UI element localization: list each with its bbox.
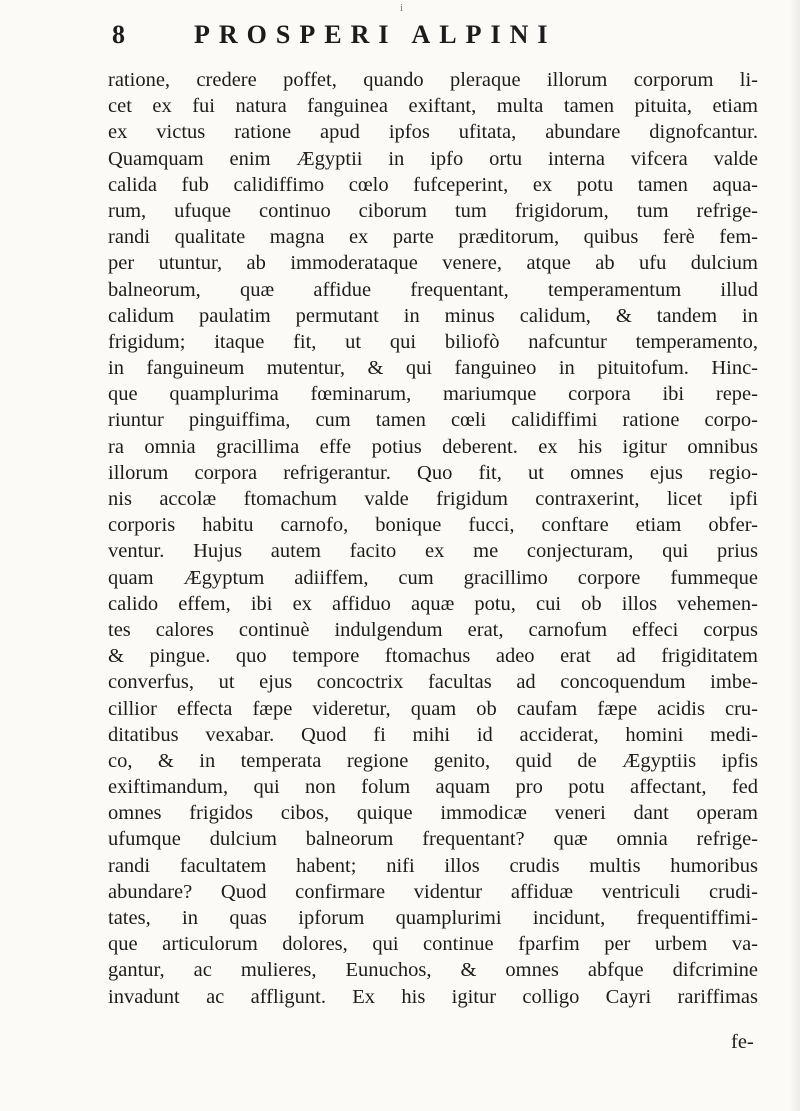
text-line: que quamplurima fœminarum, mariumque corpora ibi repe- (108, 383, 758, 406)
page-edge-shadow (790, 0, 800, 1111)
text-line: que articulorum dolores, qui continue fparfim per urbem va- (108, 933, 758, 956)
text-line: tes calores continuè indulgendum erat, carnofum effeci corpus (108, 618, 758, 641)
text-line: ditatibus vexabar. Quod fi mihi id acciderat, homini medi- (108, 723, 758, 746)
text-line: calida fub calidiffimo cœlo fufceperint, ex potu tamen aqua- (108, 173, 758, 196)
text-line: Quamquam enim Ægyptii in ipfo ortu interna vifcera valde (108, 147, 758, 170)
text-line: calido effem, ibi ex affiduo aquæ potu, cui ob illos vehemen- (108, 592, 758, 615)
text-line: ventur. Hujus autem facito ex me conjecturam, qui prius (108, 540, 758, 563)
page-header (112, 16, 752, 56)
text-line: abundare? Quod confirmare videntur affiduæ ventriculi crudi- (108, 880, 758, 903)
page-number: 8 (112, 20, 125, 49)
text-line: converfus, ut ejus concoctrix facultas ad concoquendum imbe- (108, 671, 758, 694)
text-line: illorum corpora refrigerantur. Quo fit, ut omnes ejus regio- (108, 461, 758, 484)
body-text (108, 67, 758, 1010)
text-line: corporis habitu carnofo, bonique fucci, conftare etiam obfer- (108, 514, 758, 537)
running-head: PROSPERI ALPINI (194, 20, 557, 49)
text-line: ratione, credere poffet, quando pleraque illorum corporum li- (108, 69, 758, 91)
text-line: ex victus ratione apud ipfos ufitata, abundare dignofcantur. (108, 121, 758, 144)
text-line: ufumque dulcium balneorum frequentant? quæ omnia refrige- (108, 828, 758, 851)
text-line: omnes frigidos cibos, quique immodicæ veneri dant operam (108, 802, 758, 825)
text-line: frigidum; itaque fit, ut qui biliofò nafcuntur temperamento, (108, 330, 758, 353)
text-line: riuntur pinguiffima, cum tamen cœli calidiffimi ratione corpo- (108, 409, 758, 432)
text-line: rum, ufuque continuo ciborum tum frigidorum, tum refrige- (108, 199, 758, 222)
text-line: invadunt ac affligunt. Ex his igitur colligo Cayri rariffimas (108, 985, 758, 1008)
text-line: cet ex fui natura fanguinea exiftant, multa tamen pituita, etiam (108, 95, 758, 118)
text-line: nis accolæ ftomachum valde frigidum contraxerint, licet ipfi (108, 488, 758, 510)
text-line: per utuntur, ab immoderataque venere, atque ab ufu dulcium (108, 252, 758, 275)
text-line: cillior effecta fæpe videretur, quam ob caufam fæpe acidis cru- (108, 697, 758, 720)
text-line: exiftimandum, qui non folum aquam pro potu affectant, fed (108, 776, 758, 799)
text-line: in fanguineum mutentur, & qui fanguineo in pituitofum. Hinc- (108, 357, 758, 380)
text-line: tates, in quas ipforum quamplurimi incidunt, frequentiffimi- (108, 907, 758, 929)
text-line: quam Ægyptum adiiffem, cum gracillimo corpore fummeque (108, 566, 758, 589)
text-line: randi facultatem habent; nifi illos crudis multis humoribus (108, 854, 758, 877)
text-line: randi qualitate magna ex parte præditorum, quibus ferè fem- (108, 226, 758, 249)
text-line: calidum paulatim permutant in minus calidum, & tandem in (108, 304, 758, 327)
text-line: & pingue. quo tempore ftomachus adeo erat ad frigiditatem (108, 645, 758, 668)
text-line: co, & in temperata regione genito, quid de Ægyptiis ipfis (108, 749, 758, 772)
text-line: ra omnia gracillima effe potius deberent. ex his igitur omnibus (108, 435, 758, 458)
catchword: fe- (731, 1031, 754, 1053)
text-line: gantur, ac mulieres, Eunuchos, & omnes abfque difcrimine (108, 959, 758, 982)
corner-mark: i (400, 2, 404, 14)
text-line: balneorum, quæ affidue frequentant, temperamentum illud (108, 278, 758, 301)
